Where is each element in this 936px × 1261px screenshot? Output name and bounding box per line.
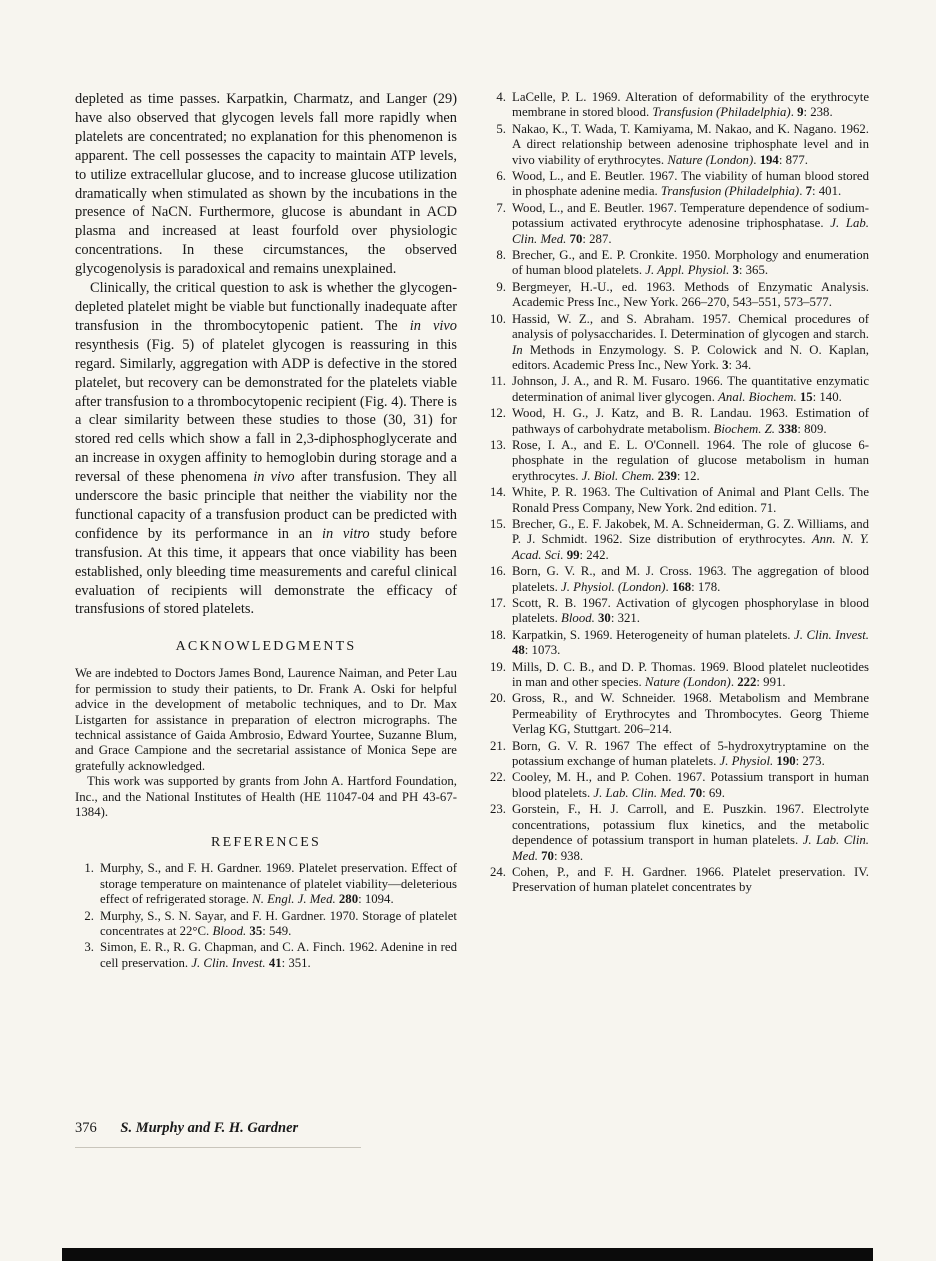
reference-text: Brecher, G., and E. P. Cronkite. 1950. Morphology and enumeration of human blood platelets. J. Appl. Physiol. 3: 365. — [512, 248, 869, 278]
reference-item — [487, 169, 869, 200]
footer-rule — [75, 1147, 361, 1148]
reference-text: Rose, I. A., and E. L. O'Connell. 1964. The role of glucose 6-phosphate in the regulation of glucose metabolism in human erythrocytes. J. Biol. Chem. 239: 12. — [512, 437, 869, 483]
reference-item — [75, 861, 457, 907]
reference-number: 1. — [84, 861, 94, 876]
reference-number: 6. — [496, 169, 506, 184]
reference-number: 5. — [496, 121, 506, 136]
reference-number: 17. — [490, 596, 506, 610]
reference-text: Born, G. V. R., and M. J. Cross. 1963. The aggregation of blood platelets. J. Physiol. (London). 168: 178. — [512, 564, 869, 594]
reference-text: Gross, R., and W. Schneider. 1968. Metabolism and Membrane Permeability of Erythrocytes and Thrombocytes. Georg Thieme Verlag KG, Stuttgart. 206–214. — [512, 691, 869, 737]
reference-text: Simon, E. R., R. G. Chapman, and C. A. Finch. 1962. Adenine in red cell preservation. J. Clin. Invest. 41: 351. — [100, 940, 457, 970]
reference-item — [487, 770, 869, 801]
body-paragraph: Clinically, the critical question to ask is whether the glycogen-depleted platelet might be viable but functionally inadequate after transfusion in the thrombocytopenic patient. The in vivo resynthesis (Fig. 5) of platelet glycogen is reassuring in this regard. Similarly, aggregation with ADP is defective in the stored platelet, but recovery can be demonstrated for the platelets viable after transfusion to a thrombocytopenic recipient (Fig. 4). There is a clear similarity between these studies to those (30, 31) for stored red cells which show a fall in 2,3-diphosphoglycerate and an increase in oxygen affinity to hemoglobin during storage and a reversal of these phenomena in vivo after transfusion. They all underscore the basic principle that neither the viability nor the functional capacity of a transfusion product can be predicted with confidence by its performance in an in vitro study before transfusion. At this time, it appears that once viability has been established, only bleeding time measurements and careful clinical evaluation of recipients will demonstrate the efficacy of transfusions of stored platelets. — [75, 280, 458, 618]
acknowledgments-paragraph: We are indebted to Doctors James Bond, Laurence Naiman, and Peter Lau for permission to study their patients, to Dr. Frank A. Oski for helpful advice in the development of metabolic techniques, and to Dr. Max Listgarten for assistance in preparation of electron micrographs. The technical assistance of Gaida Ambrosio, Edward Yourtee, Suzanne Blum, and Grace Campione and the secretarial assistance of Monica Sepe are gratefully acknowledged. — [75, 666, 457, 773]
reference-item — [75, 909, 457, 940]
references-list-right — [487, 90, 869, 896]
reference-number: 16. — [490, 564, 506, 579]
running-title: S. Murphy and F. H. Gardner — [120, 1120, 299, 1136]
reference-number: 21. — [490, 738, 506, 753]
body-paragraph-continuation: depleted as time passes. Karpatkin, Charmatz, and Langer (29) have also observed that glycogen levels fall more rapidly when platelets are concentrated; no explanation for this phenomenon is apparent. The cell possesses the capacity to maintain ATP levels, to utilize extracellular glucose, and to increase glucose utilization dramatically when stimulated as shown by the incubations in the presence of NaCN. Furthermore, glucose is abundant in ACD plasma and increased at least fourfold over physiologic concentrations. In these circumstances, the observed glycogenolysis is paradoxical and remains unexplained. — [75, 91, 457, 278]
reference-number: 24. — [490, 864, 506, 879]
reference-number: 8. — [496, 248, 506, 263]
reference-item — [487, 628, 869, 659]
reference-text: Johnson, J. A., and R. M. Fusaro. 1966. The quantitative enzymatic determination of animal liver glycogen. Anal. Biochem. 15: 140. — [512, 374, 869, 404]
reference-text: Mills, D. C. B., and D. P. Thomas. 1969. Blood platelet nucleotides in man and other species. Nature (London). 222: 991. — [512, 659, 869, 690]
reference-text: Murphy, S., S. N. Sayar, and F. H. Gardner. 1970. Storage of platelet concentrates at 22°C. Blood. 35: 549. — [100, 908, 457, 939]
reference-number: 2. — [84, 908, 94, 923]
reference-number: 11. — [490, 374, 506, 389]
reference-item — [487, 691, 869, 737]
reference-item — [487, 248, 869, 279]
reference-item — [487, 739, 869, 770]
reference-number: 22. — [490, 770, 506, 785]
reference-item — [487, 802, 869, 864]
reference-text: Bergmeyer, H.-U., ed. 1963. Methods of Enzymatic Analysis. Academic Press Inc., New York. 266–270, 543–551, 573–577. — [512, 279, 869, 310]
reference-number: 13. — [490, 437, 506, 452]
reference-number: 14. — [490, 485, 506, 500]
two-column-layout — [75, 90, 869, 972]
reference-number: 4. — [496, 90, 506, 104]
page-footer — [75, 1120, 298, 1137]
reference-number: 20. — [490, 691, 506, 706]
reference-item — [487, 122, 869, 168]
reference-number: 3. — [84, 940, 94, 955]
reference-number: 15. — [490, 516, 506, 531]
reference-item — [487, 564, 869, 595]
reference-item — [487, 312, 869, 374]
reference-text: Cohen, P., and F. H. Gardner. 1966. Platelet preservation. IV. Preservation of human platelet concentrates by — [512, 864, 869, 895]
reference-number: 18. — [490, 627, 506, 642]
reference-number: 9. — [496, 279, 506, 294]
references-list-left — [75, 861, 457, 971]
reference-number: 12. — [490, 406, 506, 421]
reference-item — [487, 517, 869, 563]
right-column — [487, 90, 869, 972]
reference-text: Wood, L., and E. Beutler. 1967. Temperature dependence of sodium-potassium activated erythrocyte adenosine triphosphatase. J. Lab. Clin. Med. 70: 287. — [512, 200, 869, 246]
scan-artifact-bar — [62, 1248, 873, 1261]
reference-item — [487, 438, 869, 484]
reference-text: Born, G. V. R. 1967 The effect of 5-hydroxytryptamine on the potassium exchange of human platelets. J. Physiol. 190: 273. — [512, 738, 869, 769]
reference-item — [487, 485, 869, 516]
reference-number: 7. — [496, 200, 506, 215]
left-column — [75, 90, 457, 972]
reference-item — [487, 406, 869, 437]
reference-item — [487, 374, 869, 405]
acknowledgments-heading: ACKNOWLEDGMENTS — [175, 639, 357, 655]
funding-paragraph: This work was supported by grants from John A. Hartford Foundation, Inc., and the National Institutes of Health (HE 11047-04 and PH 43-67-1384). — [75, 774, 457, 820]
reference-text: Scott, R. B. 1967. Activation of glycogen phosphorylase in blood platelets. Blood. 30: 321. — [512, 596, 869, 626]
reference-item — [487, 280, 869, 311]
reference-text: White, P. R. 1963. The Cultivation of Animal and Plant Cells. The Ronald Press Company, New York. 2nd edition. 71. — [512, 485, 869, 515]
reference-item — [487, 90, 869, 121]
page-number: 376 — [75, 1120, 97, 1136]
reference-item — [487, 201, 869, 247]
references-heading: REFERENCES — [211, 835, 321, 851]
reference-item — [487, 660, 869, 691]
reference-number: 19. — [490, 659, 506, 674]
reference-text: Murphy, S., and F. H. Gardner. 1969. Platelet preservation. Effect of storage temperature on maintenance of platelet viability—deleterious effect of refrigerated storage. N. Engl. J. Med. 280: 1094. — [100, 861, 457, 907]
reference-text: Gorstein, F., H. J. Carroll, and E. Puszkin. 1967. Electrolyte concentrations, potassium flux kinetics, and the metabolic dependence of potassium transport in human platelets. J. Lab. Clin. Med. 70: 938. — [512, 802, 869, 863]
reference-text: Wood, L., and E. Beutler. 1967. The viability of human blood stored in phosphate adenine media. Transfusion (Philadelphia). 7: 401. — [512, 169, 869, 199]
reference-text: LaCelle, P. L. 1969. Alteration of deformability of the erythrocyte membrane in stored blood. Transfusion (Philadelphia). 9: 238. — [512, 90, 869, 120]
reference-number: 23. — [490, 802, 506, 817]
reference-text: Brecher, G., E. F. Jakobek, M. A. Schneiderman, G. Z. Williams, and P. J. Schmidt. 1962. Size distribution of erythrocytes. Ann. N. Y. Acad. Sci. 99: 242. — [512, 516, 869, 562]
reference-text: Hassid, W. Z., and S. Abraham. 1957. Chemical procedures of analysis of polysaccharides. I. Determination of glycogen and starch. In Methods in Enzymology. S. P. Colowick and N. O. Kaplan, editors. Academic Press Inc., New York. 3: 34. — [512, 311, 869, 372]
reference-text: Cooley, M. H., and P. Cohen. 1967. Potassium transport in human blood platelets. J. Lab. Clin. Med. 70: 69. — [512, 770, 869, 800]
reference-text: Wood, H. G., J. Katz, and B. R. Landau. 1963. Estimation of pathways of carbohydrate metabolism. Biochem. Z. 338: 809. — [512, 406, 869, 436]
reference-text: Karpatkin, S. 1969. Heterogeneity of human platelets. J. Clin. Invest. 48: 1073. — [512, 627, 869, 658]
reference-item — [487, 596, 869, 627]
reference-item — [75, 940, 457, 971]
reference-item — [487, 865, 869, 896]
reference-text: Nakao, K., T. Wada, T. Kamiyama, M. Nakao, and K. Nagano. 1962. A direct relationship between adenosine triphosphate level and in vivo viability of erythrocytes. Nature (London). 194: 877. — [512, 121, 869, 167]
reference-number: 10. — [490, 311, 506, 326]
